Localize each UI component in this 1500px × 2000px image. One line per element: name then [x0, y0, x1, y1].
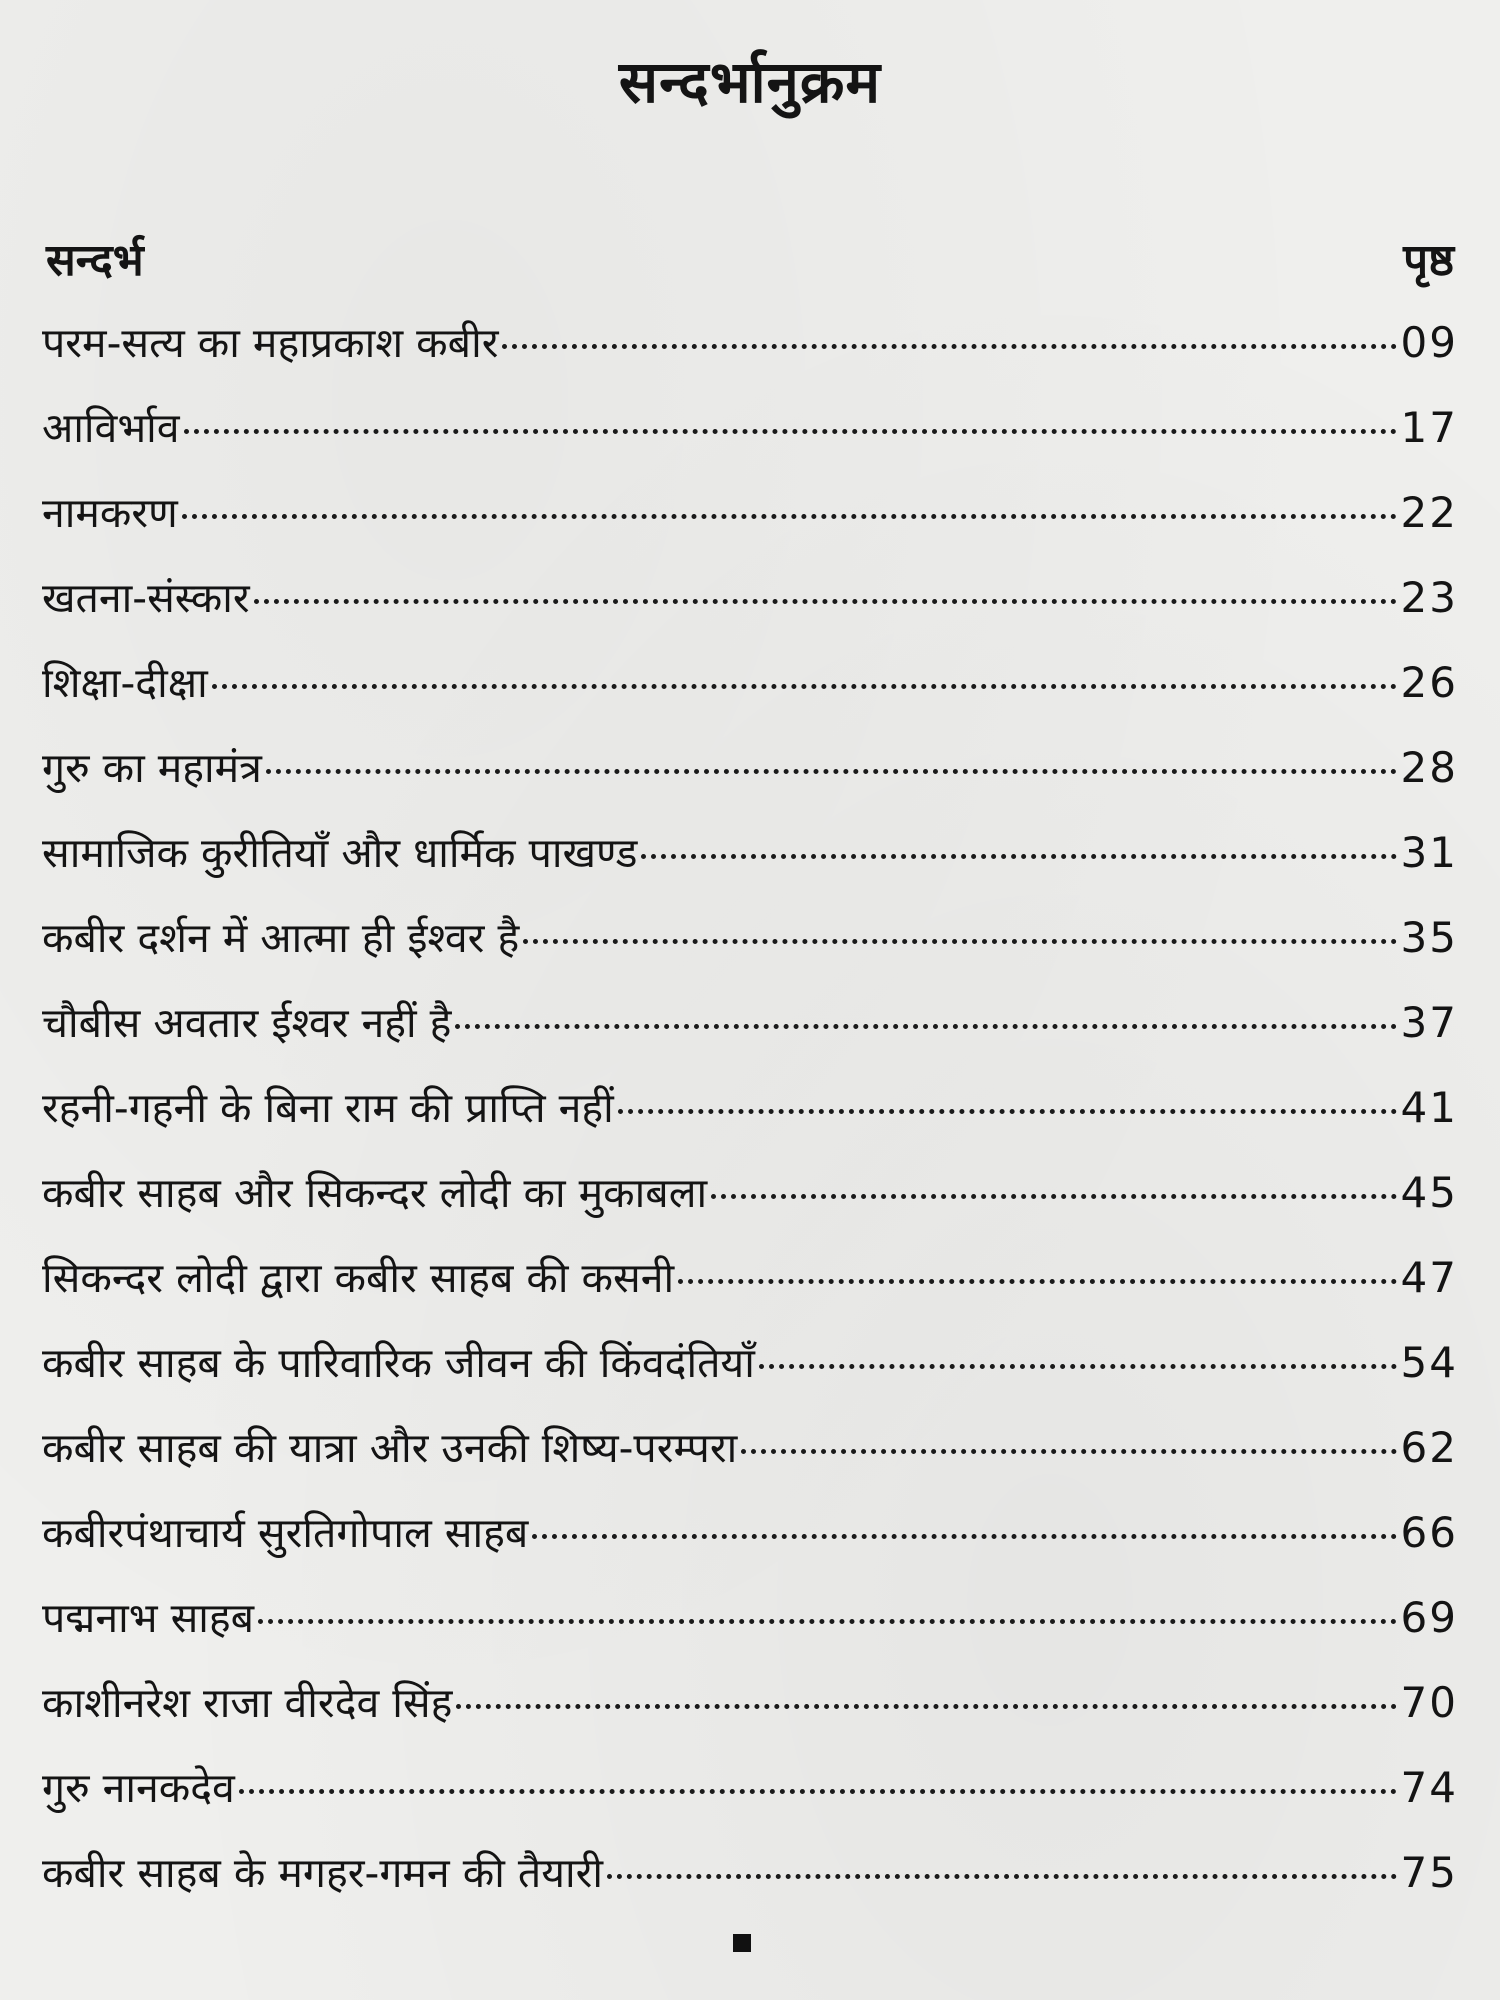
toc-entry-page: 17	[1400, 403, 1458, 452]
toc-entry-label: पद्मनाभ साहब	[42, 1594, 255, 1642]
toc-entry-page: 26	[1400, 658, 1458, 707]
toc-entry-page: 69	[1400, 1593, 1458, 1642]
toc-entry	[42, 385, 1458, 470]
toc-entry-page: 66	[1400, 1508, 1458, 1557]
dot-leader	[455, 1023, 1396, 1029]
toc-entry-label: परम-सत्य का महाप्रकाश कबीर	[42, 319, 499, 367]
toc-entry-label: कबीर साहब के पारिवारिक जीवन की किंवदंतियाँ	[42, 1339, 755, 1387]
toc-entry	[42, 640, 1458, 725]
toc-entry-label: कबीर साहब के मगहर-गमन की तैयारी	[42, 1849, 604, 1897]
toc-header-right: पृष्ठ	[1403, 235, 1454, 286]
toc-entry	[42, 1830, 1458, 1915]
dot-leader	[258, 1618, 1396, 1624]
toc-entry-page: 70	[1400, 1678, 1458, 1727]
page-title: सन्दर्भानुक्रम	[618, 48, 882, 116]
toc-header	[46, 228, 1454, 288]
toc-entry-page: 62	[1400, 1423, 1458, 1472]
toc-entry-label: शिक्षा-दीक्षा	[42, 659, 208, 707]
toc-entry	[42, 1150, 1458, 1235]
dot-leader	[678, 1278, 1396, 1284]
toc-entry-page: 47	[1400, 1253, 1458, 1302]
dot-leader	[502, 343, 1396, 349]
toc-entry-label: कबीर दर्शन में आत्मा ही ईश्वर है	[42, 914, 520, 962]
toc-entry	[42, 980, 1458, 1065]
dot-leader	[618, 1108, 1397, 1114]
toc-entry	[42, 1235, 1458, 1320]
dot-leader	[239, 1788, 1397, 1794]
toc-entry	[42, 895, 1458, 980]
dot-leader	[759, 1363, 1397, 1369]
toc-entry-page: 09	[1400, 318, 1458, 367]
toc-entry	[42, 725, 1458, 810]
dot-leader	[182, 513, 1397, 519]
toc-entry-page: 37	[1400, 998, 1458, 1047]
toc-entry-label: चौबीस अवतार ईश्वर नहीं है	[42, 999, 452, 1047]
toc-entry-page: 22	[1400, 488, 1458, 537]
toc-entry-page: 75	[1400, 1848, 1458, 1897]
toc-entry	[42, 1065, 1458, 1150]
dot-leader	[523, 938, 1396, 944]
toc-list	[42, 300, 1458, 1915]
toc-entry-label: आविर्भाव	[42, 404, 180, 452]
toc-entry	[42, 1405, 1458, 1490]
dot-leader	[607, 1873, 1397, 1879]
toc-entry-label: सामाजिक कुरीतियाँ और धार्मिक पाखण्ड	[42, 829, 638, 877]
toc-entry	[42, 1745, 1458, 1830]
toc-entry-page: 28	[1400, 743, 1458, 792]
toc-entry-label: गुरु का महामंत्र	[42, 744, 262, 792]
toc-entry-page: 74	[1400, 1763, 1458, 1812]
toc-entry	[42, 1660, 1458, 1745]
toc-entry-label: गुरु नानकदेव	[42, 1764, 235, 1812]
toc-entry-page: 45	[1400, 1168, 1458, 1217]
dot-leader	[456, 1703, 1396, 1709]
toc-header-left: सन्दर्भ	[46, 235, 144, 286]
toc-entry-page: 35	[1400, 913, 1458, 962]
dot-leader	[711, 1193, 1396, 1199]
toc-entry	[42, 300, 1458, 385]
toc-entry	[42, 1575, 1458, 1660]
toc-entry-page: 41	[1400, 1083, 1458, 1132]
toc-entry-label: कबीर साहब और सिकन्दर लोदी का मुकाबला	[42, 1169, 708, 1217]
dot-leader	[266, 768, 1397, 774]
toc-entry-label: कबीर साहब की यात्रा और उनकी शिष्य-परम्परा	[42, 1424, 738, 1472]
dot-leader	[184, 428, 1397, 434]
dot-leader	[532, 1533, 1396, 1539]
toc-entry-label: खतना-संस्कार	[42, 574, 250, 622]
toc-entry	[42, 470, 1458, 555]
dot-leader	[641, 853, 1396, 859]
toc-entry	[42, 555, 1458, 640]
end-square-icon	[733, 1934, 751, 1952]
toc-entry-label: नामकरण	[42, 489, 178, 537]
dot-leader	[741, 1448, 1396, 1454]
toc-entry-page: 54	[1400, 1338, 1458, 1387]
toc-entry-label: सिकन्दर लोदी द्वारा कबीर साहब की कसनी	[42, 1254, 675, 1302]
toc-entry	[42, 810, 1458, 895]
toc-entry-page: 23	[1400, 573, 1458, 622]
dot-leader	[212, 683, 1397, 689]
toc-entry-label: रहनी-गहनी के बिना राम की प्राप्ति नहीं	[42, 1084, 614, 1132]
dot-leader	[254, 598, 1397, 604]
toc-entry-page: 31	[1400, 828, 1458, 877]
toc-entry	[42, 1320, 1458, 1405]
toc-entry-label: काशीनरेश राजा वीरदेव सिंह	[42, 1679, 453, 1727]
toc-entry-label: कबीरपंथाचार्य सुरतिगोपाल साहब	[42, 1509, 529, 1557]
toc-entry	[42, 1490, 1458, 1575]
